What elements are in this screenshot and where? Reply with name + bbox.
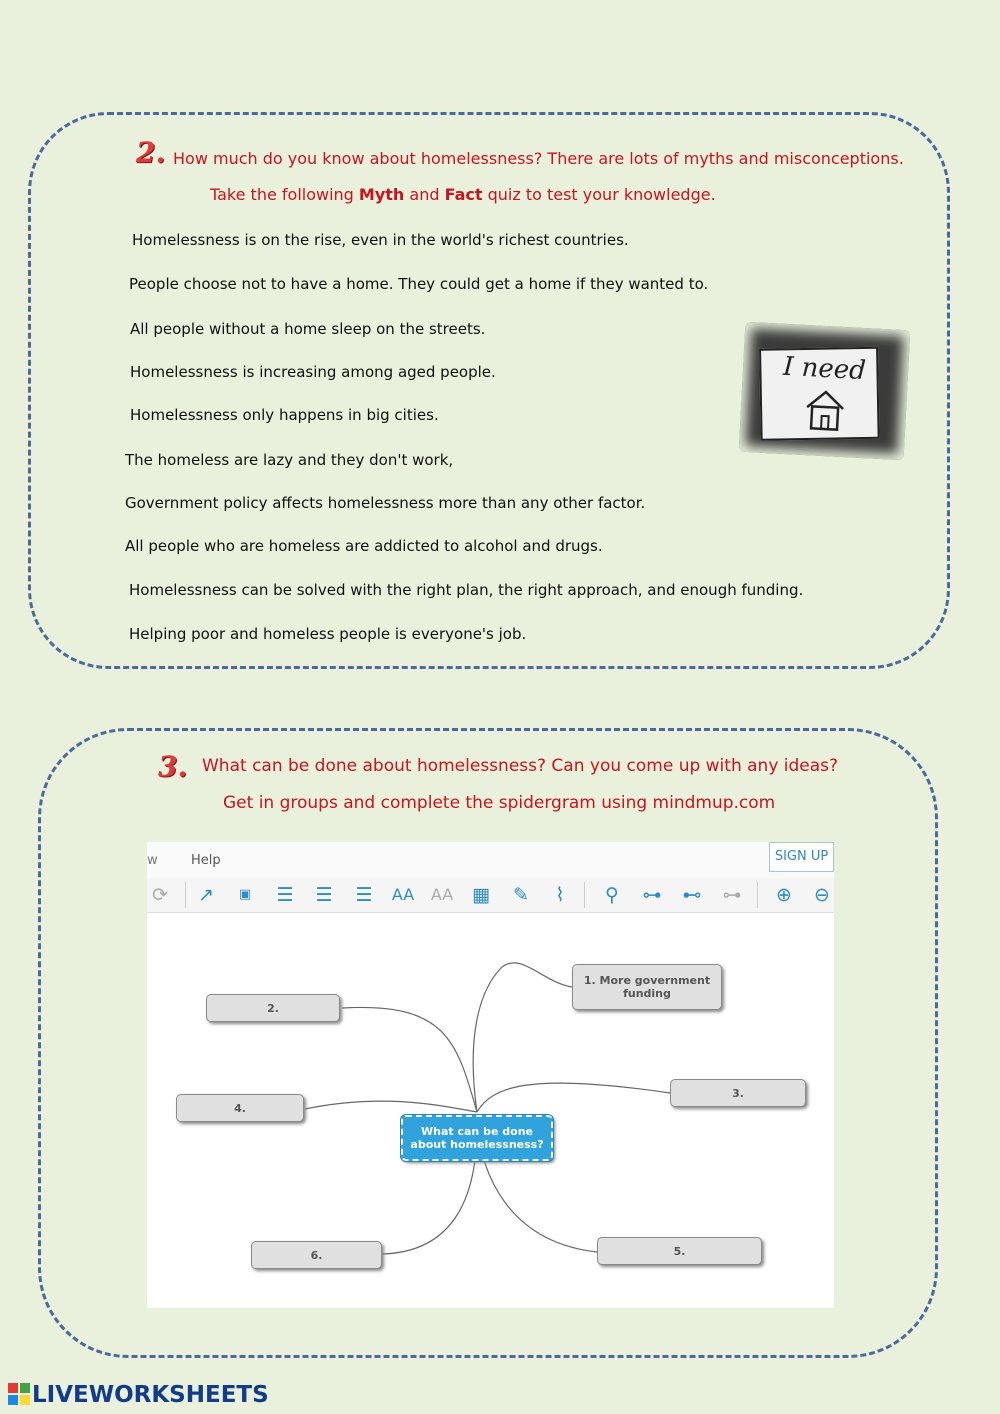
align-center-icon[interactable]: ☰ — [315, 884, 333, 906]
statement-10: Helping poor and homeless people is everyone's job. — [129, 625, 527, 643]
zoom-in-icon[interactable]: ⊕ — [776, 884, 792, 906]
section-3-instruction: Get in groups and complete the spidergram using mindmup.com — [223, 793, 776, 813]
i-need-home-image — [739, 322, 911, 460]
statement-9: Homelessness can be solved with the right plan, the right approach, and enough funding. — [129, 581, 804, 599]
remove-check-icon[interactable]: ⊶ — [722, 884, 742, 906]
redo-icon[interactable]: ⟳ — [152, 884, 168, 906]
statement-4: Homelessness is increasing among aged people. — [130, 363, 496, 381]
section-2-number: 2. — [136, 136, 166, 169]
node-3[interactable]: 3. — [670, 1079, 806, 1107]
node-4[interactable]: 4. — [176, 1094, 304, 1122]
section-3-question: What can be done about homelessness? Can you come up with any ideas? — [202, 756, 839, 776]
section-2-instruction: Take the following Myth and Fact quiz to test your knowledge. — [210, 185, 716, 204]
sign-up-button[interactable]: SIGN UP — [769, 842, 834, 872]
align-left-icon[interactable]: ☰ — [276, 884, 294, 906]
node-5[interactable]: 5. — [597, 1237, 762, 1265]
node-1[interactable]: 1. More government funding — [572, 964, 722, 1010]
statement-5: Homelessness only happens in big cities. — [130, 406, 439, 424]
align-right-icon[interactable]: ☰ — [355, 884, 373, 906]
image-icon[interactable]: ▦ — [472, 884, 490, 906]
footer-brand-text: LIVEWORKSHEETS — [32, 1382, 269, 1408]
statement-8: All people who are homeless are addicted to alcohol and drugs. — [125, 537, 603, 555]
text-box-icon[interactable]: ▣ — [238, 887, 252, 902]
section-2-question: How much do you know about homelessness? There are lots of myths and misconceptions. — [173, 149, 904, 168]
attachment-icon[interactable]: ⌇ — [555, 884, 565, 906]
footer-brand — [8, 1382, 269, 1408]
node-2[interactable]: 2. — [206, 994, 340, 1022]
menu-item-help[interactable]: Help — [191, 853, 221, 868]
font-decrease-icon[interactable]: AA — [430, 885, 454, 904]
menu-item-partial[interactable]: w — [147, 853, 158, 868]
liveworksheets-logo-icon — [8, 1383, 30, 1405]
statement-7: Government policy affects homelessness more than any other factor. — [125, 494, 646, 512]
statement-2: People choose not to have a home. They could get a home if they wanted to. — [129, 275, 709, 293]
zoom-out-icon[interactable]: ⊖ — [814, 884, 830, 906]
arrow-icon[interactable]: ↗ — [198, 884, 214, 906]
note-icon[interactable]: ✎ — [513, 884, 529, 906]
add-child-check-icon[interactable]: ⊶ — [642, 884, 662, 906]
section-3-number: 3. — [158, 750, 188, 783]
node-6[interactable]: 6. — [251, 1241, 382, 1269]
font-increase-icon[interactable]: AA — [391, 885, 415, 904]
center-node[interactable]: What can be done about homelessness? — [401, 1115, 553, 1161]
statement-3: All people without a home sleep on the streets. — [130, 320, 486, 338]
search-icon[interactable]: ⚲ — [605, 884, 619, 906]
sign-text: I need — [782, 351, 867, 387]
house-icon — [802, 387, 848, 433]
statement-1: Homelessness is on the rise, even in the world's richest countries. — [132, 231, 629, 249]
add-sibling-check-icon[interactable]: ⊷ — [682, 884, 702, 906]
mindmup-screenshot — [147, 842, 834, 1308]
statement-6: The homeless are lazy and they don't work, — [125, 451, 454, 469]
